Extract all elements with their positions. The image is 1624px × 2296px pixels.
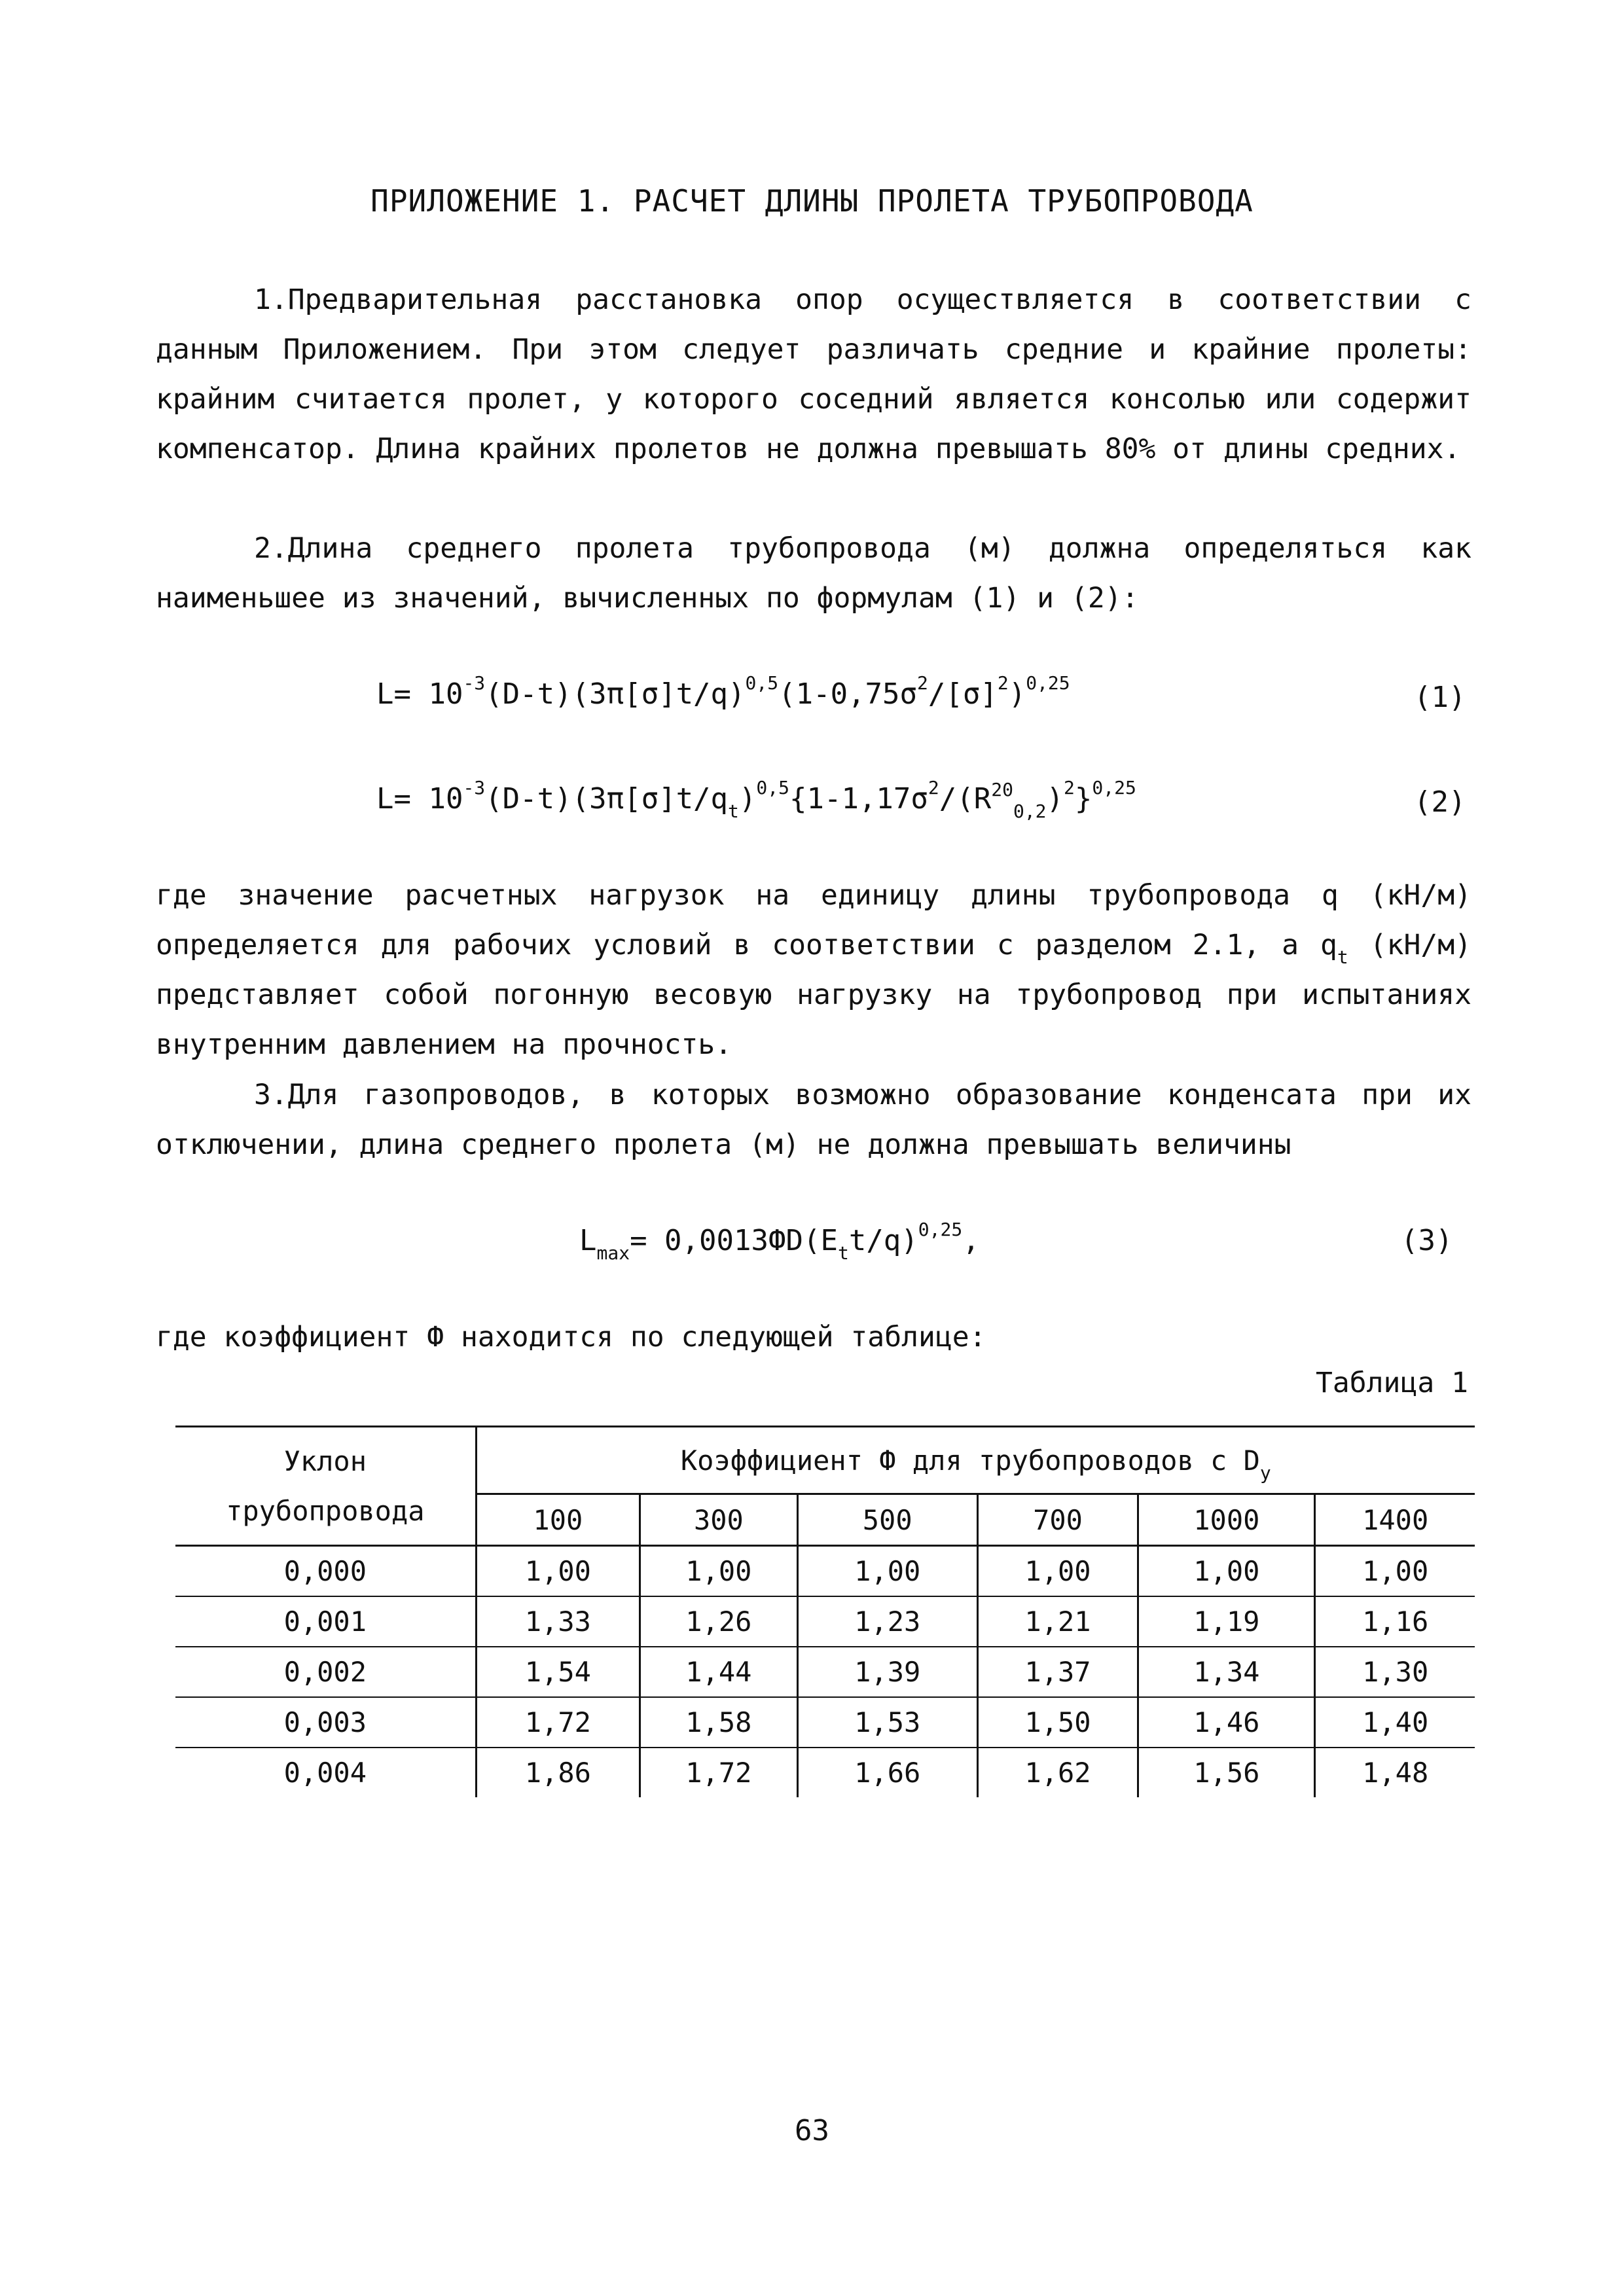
paragraph-4: 3.Для газопроводов, в которых возможно образование конденсата при их отключении, длина среднего пролета (м) не должна превышать величины — [156, 1079, 1471, 1161]
page-number: 63 — [795, 2114, 829, 2147]
value-cell: 1,44 — [640, 1647, 798, 1697]
value-cell: 1,00 — [977, 1546, 1138, 1597]
formula-2: $L= 10^{-3}(D-t)(3\pi[\sigma]t/q_t)^{0,5}\{1-1,17\sigma^2/(R^{20}_{0,2})^2\}^{0,25}$ — [376, 777, 1136, 822]
formula-2-number: (2) — [1414, 785, 1466, 819]
value-cell: 1,72 — [640, 1748, 798, 1797]
value-cell: 1,54 — [476, 1647, 640, 1697]
diameter-header: 700 — [977, 1494, 1138, 1546]
value-cell: 1,00 — [797, 1546, 977, 1597]
value-cell: 1,33 — [476, 1596, 640, 1647]
value-cell: 1,21 — [977, 1596, 1138, 1647]
value-cell: 1,40 — [1315, 1697, 1475, 1748]
slope-cell: 0,002 — [175, 1647, 476, 1697]
table-caption: Таблица 1 — [1316, 1367, 1468, 1399]
value-cell: 1,30 — [1315, 1647, 1475, 1697]
diameter-header: 300 — [640, 1494, 798, 1546]
value-cell: 1,34 — [1138, 1647, 1315, 1697]
value-cell: 1,00 — [1138, 1546, 1315, 1597]
diameter-header: 500 — [797, 1494, 977, 1546]
value-cell: 1,00 — [1315, 1546, 1475, 1597]
value-cell: 1,86 — [476, 1748, 640, 1797]
value-cell: 1,56 — [1138, 1748, 1315, 1797]
paragraph-1: 1.Предварительная расстановка опор осуществляется в соответствии с данным Приложением. При этом следует различать средние и крайние пролеты: крайним считается пролет, у которого соседний является консолью или содержит компенсатор. Длина крайних пролетов не должна превышать 80% от длины средних. — [156, 283, 1471, 465]
formula-1: $L= 10^{-3}(D-t)(3\pi[\sigma]t/q)^{0,5}(1-0,75\sigma^2/[\sigma]^2)^{0,25}$ — [376, 672, 1070, 711]
value-cell: 1,72 — [476, 1697, 640, 1748]
value-cell: 1,26 — [640, 1596, 798, 1647]
diameter-header: 1400 — [1315, 1494, 1475, 1546]
table-row — [175, 1647, 1475, 1697]
formula-1-number: (1) — [1414, 681, 1466, 714]
diameter-header: 100 — [476, 1494, 640, 1546]
table-row — [175, 1748, 1475, 1797]
value-cell: 1,58 — [640, 1697, 798, 1748]
value-cell: 1,16 — [1315, 1596, 1475, 1647]
value-cell: 1,37 — [977, 1647, 1138, 1697]
paragraph-3: где значение расчетных нагрузок на единицу длины трубопровода q (кН/м) определяется для рабочих условий в соответствии с разделом 2.1, а $q_t$ (кН/м) представляет собой погонную весовую нагрузку на трубопровод при испытаниях внутренним давлением на прочность. — [156, 879, 1472, 1061]
value-cell: 1,46 — [1138, 1697, 1315, 1748]
slope-cell: 0,003 — [175, 1697, 476, 1748]
value-cell: 1,19 — [1138, 1596, 1315, 1647]
formula-3: $L_{max}= 0,0013ФD(E_tt/q)^{0,25}$, — [579, 1219, 980, 1264]
value-cell: 1,66 — [797, 1748, 977, 1797]
table-row — [175, 1546, 1475, 1597]
page-title: ПРИЛОЖЕНИЕ 1. РАСЧЕТ ДЛИНЫ ПРОЛЕТА ТРУБОПРОВОДА — [370, 183, 1254, 219]
value-cell: 1,39 — [797, 1647, 977, 1697]
slope-cell: 0,001 — [175, 1596, 476, 1647]
value-cell: 1,00 — [476, 1546, 640, 1597]
value-cell: 1,48 — [1315, 1748, 1475, 1797]
slope-header: Уклон трубопровода — [175, 1427, 476, 1546]
coef-header: Коэффициент Ф для трубопроводов с $D_у$ — [476, 1427, 1475, 1494]
slope-cell: 0,000 — [175, 1546, 476, 1597]
value-cell: 1,23 — [797, 1596, 977, 1647]
table-row — [175, 1697, 1475, 1748]
paragraph-2: 2.Длина среднего пролета трубопровода (м) должна определяться как наименьшее из значений, вычисленных по формулам (1) и (2): — [156, 532, 1471, 615]
paragraph-5: где коэффициент Ф находится по следующей таблице: — [156, 1321, 986, 1354]
diameter-header: 1000 — [1138, 1494, 1315, 1546]
formula-3-number: (3) — [1401, 1224, 1453, 1257]
value-cell: 1,53 — [797, 1697, 977, 1748]
slope-cell: 0,004 — [283, 1757, 367, 1789]
value-cell: 1,62 — [977, 1748, 1138, 1797]
value-cell: 1,00 — [640, 1546, 798, 1597]
table-row — [175, 1596, 1475, 1647]
value-cell: 1,50 — [977, 1697, 1138, 1748]
coefficient-table — [175, 1426, 1475, 1797]
